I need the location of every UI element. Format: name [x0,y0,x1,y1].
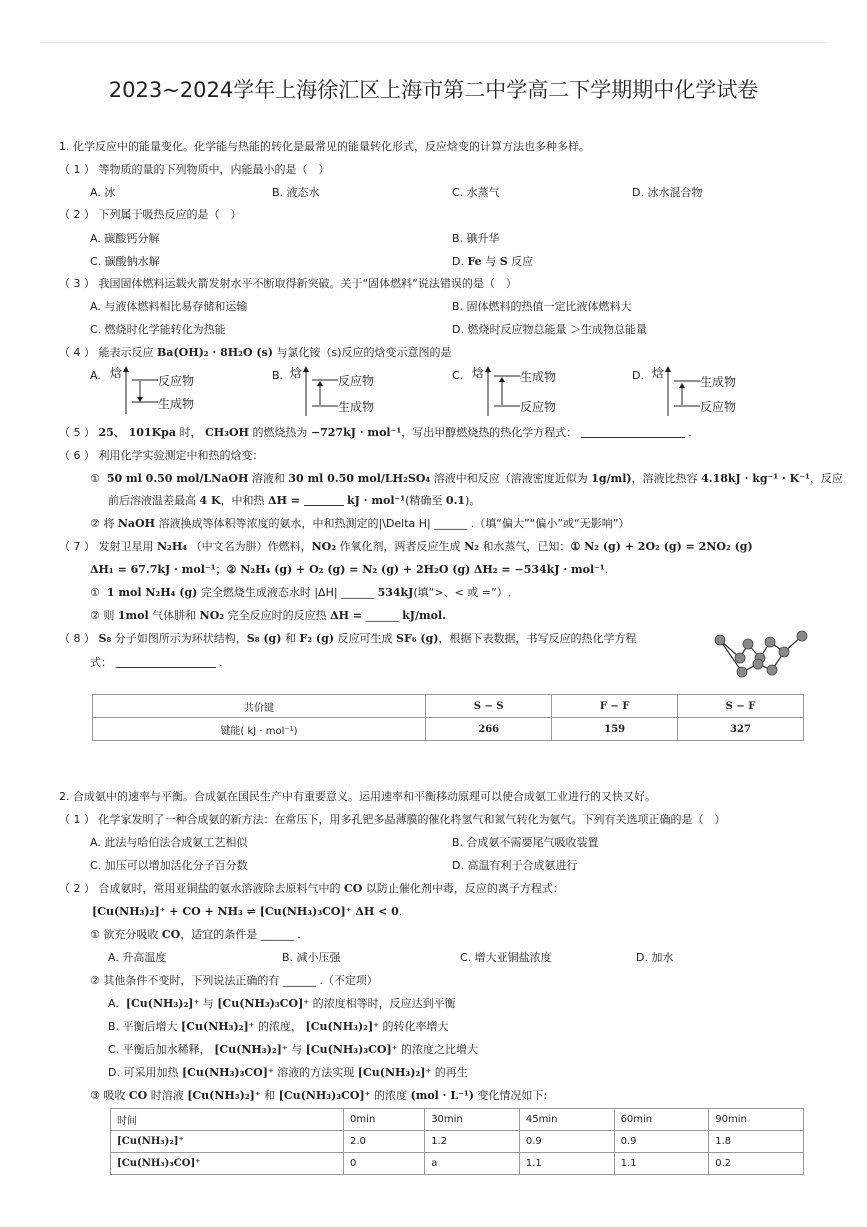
reactant-label: 反应物 [520,400,557,414]
table-cell: 1.1 [519,1153,614,1175]
q1-s8: （ 8 ） S₈ 分子如图所示为环状结构，S₈ (g) 和 F₂ (g) 反应可生成 SF₆ (g)，根据下表数据，书写反应的热化学方程 [59,632,637,645]
q2-s2-q3: ③ 吸收 CO 时溶液 [Cu(NH₃)₂]⁺ 和 [Cu(NH₃)₃CO]⁺ 的浓度 (mol · L⁻¹) 变化情况如下: [90,1089,548,1102]
table-row-label: [Cu(NH₃)₂]⁺ [111,1131,344,1153]
q2-s2: （ 2 ） 合成氨时，常用亚铜盐的氨水溶液除去原料气中的 CO 以防止催化剂中毒，反应的离子方程式： [59,882,564,895]
table-cell: 0.2 [709,1153,804,1175]
q2-intro: 2. 合成氨中的速率与平衡。合成氨在国民生产中有重要意义。运用速率和平衡移动原理可以使合成氨工业进行的又快又好。 [59,790,656,803]
table-header: 45min [519,1109,614,1131]
table-cell: 159 [552,718,678,741]
axis-label: 焓 [472,366,485,380]
q1-s6-line3: ② 将 NaOH 溶液换成等体积等浓度的氨水，中和热测定的|\Delta H| ______ .（填“偏大”“偏小”或“无影响”） [90,517,630,530]
option: A. 冰 [90,186,116,199]
table-cell: 1.8 [709,1131,804,1153]
q1-s1: （ 1 ） 等物质的量的下列物质中，内能最小的是（ ） [59,163,330,176]
q2-s2-q1: ① 欲充分吸收 CO，适宜的条件是 ______ . [90,928,301,941]
option: D. 可采用加热 [Cu(NH₃)₃CO]⁺ 溶液的方法实现 [Cu(NH₃)₂]⁺ 的再生 [108,1066,468,1079]
enthalpy-diagram-d [650,364,770,416]
q1-s7: （ 7 ） 发射卫星用 N₂H₄ （中文名为肼）作燃料，NO₂ 作氧化剂，两者反应生成 N₂ 和水蒸气，已知：① N₂ (g) + 2O₂ (g) = 2NO₂ (g) [59,540,753,553]
product-label: 生成物 [520,370,557,384]
table-cell: 1.2 [425,1131,520,1153]
option: C. 平衡后加水稀释， [Cu(NH₃)₂]⁺ 与 [Cu(NH₃)₃CO]⁺ 的浓度之比增大 [108,1043,478,1056]
option: A. [Cu(NH₃)₂]⁺ 与 [Cu(NH₃)₃CO]⁺ 的浓度相等时，反应达到平衡 [108,997,456,1010]
q2-s2-q2: ② 其他条件不变时，下列说法正确的有 ______ .（不定项） [90,974,378,987]
table-cell: 1.1 [614,1153,709,1175]
reactant-label: 反应物 [700,400,737,414]
concentration-table [110,1108,804,1175]
q1-s5: （ 5 ） 25、 101Kpa 时， CH₃OH 的燃烧热为 −727kJ · mol⁻¹，写出甲醇燃烧热的热化学方程式： . [59,426,692,439]
axis-label: 焓 [110,366,123,380]
q1-s6: （ 6 ） 利用化学实验测定中和热的焓变： [59,449,264,462]
option: A. 升高温度 [108,951,167,964]
reactant-label: 反应物 [338,374,375,388]
option: D. 冰水混合物 [632,186,703,199]
table-cell: 0 [344,1153,425,1175]
s8-molecule-diagram [710,628,810,684]
q1-s3: （ 3 ） 我国固体燃料运载火箭发射水平不断取得新突破。关于“固体燃料”说法错误的是（ ） [59,277,517,290]
option-label: A. [90,369,101,382]
table-row-label: [Cu(NH₃)₃CO]⁺ [111,1153,344,1175]
page-title: 2023~2024学年上海徐汇区上海市第二中学高二下学期期中化学试卷 [108,78,759,102]
q1-s2: （ 2 ） 下列属于吸热反应的是（ ） [59,208,242,221]
top-divider [40,42,827,43]
q1-s6-line2: 前后溶液温差最高 4 K，中和热 ΔH = kJ · mol⁻¹(精确至 0.1)。 [108,494,481,507]
table-header: 60min [614,1109,709,1131]
option: C. 水蒸气 [452,186,500,199]
bond-energy-table [92,694,804,741]
table-cell: 327 [677,718,803,741]
table-cell: a [425,1153,520,1175]
option-label: D. [632,369,644,382]
table-row [111,1131,804,1153]
table-header: 30min [425,1109,520,1131]
option-label: B. [272,369,284,382]
table-header: F − F [552,695,678,718]
table-header: 共价键 [93,695,426,718]
option: D. 高温有利于合成氨进行 [452,859,578,872]
table-header: S − S [426,695,552,718]
reactant-label: 反应物 [158,374,195,388]
q1-intro: 1. 化学反应中的能量变化。化学能与热能的转化是最常见的能量转化形式，反应焓变的计算方法也多种多样。 [59,140,590,153]
table-row-label: 键能( kJ · mol⁻¹) [93,718,426,741]
option: A. 碳酸钙分解 [90,232,160,245]
table-cell: 2.0 [344,1131,425,1153]
enthalpy-diagram-a [108,364,228,416]
axis-label: 焓 [652,366,665,380]
q1-s6-line1: ① 50 ml 0.50 mol/LNaOH 溶液和 30 ml 0.50 mol/LH₂SO₄ 溶液中和反应（溶液密度近似为 1g/ml)，溶液比热容 4.18kJ · kg⁻¹ · K⁻¹，反应 [90,472,843,485]
table-cell: 266 [426,718,552,741]
option-d: D. Fe 与 S 反应 [452,255,534,268]
q1-s8-line2: 式： . [90,656,223,669]
option: B. 合成氨不需要尾气吸收装置 [452,836,599,849]
option-label: C. [452,369,464,382]
option: A. 此法与哈伯法合成氨工艺相似 [90,836,248,849]
option: C. 燃烧时化学能转化为热能 [90,323,226,336]
q1-s7-q2: ② 则 1mol 气体肼和 NO₂ 完全反应时的反应热 ΔH = ______ kJ/mol. [90,609,446,622]
option: B. 平衡后增大 [Cu(NH₃)₂]⁺ 的浓度， [Cu(NH₃)₂]⁺ 的转化率增大 [108,1020,449,1033]
option: A. 与液体燃料相比易存储和运输 [90,300,248,313]
product-label: 生成物 [158,397,195,411]
option: C. 碳酸钠水解 [90,255,160,268]
option: B. 减小压强 [282,951,341,964]
q2-s1: （ 1 ） 化学家发明了一种合成氨的新方法：在常压下，用多孔钯多晶薄膜的催化将氢气和氮气转化为氨气。下列有关选项正确的是（ ） [59,813,726,826]
enthalpy-diagram-b [288,364,408,416]
q2-equation: [Cu(NH₃)₂]⁺ + CO + NH₃ ⇌ [Cu(NH₃)₃CO]⁺ ΔH < 0. [92,905,403,918]
table-header: 90min [709,1109,804,1131]
table-header: 时间 [111,1109,344,1131]
option: B. 固体燃料的热值一定比液体燃料大 [452,300,632,313]
table-header: 0min [344,1109,425,1131]
product-label: 生成物 [338,400,375,414]
product-label: 生成物 [700,375,737,389]
table-row [111,1153,804,1175]
table-cell: 0.9 [519,1131,614,1153]
option: B. 液态水 [272,186,320,199]
option: C. 加压可以增加活化分子百分数 [90,859,248,872]
table-cell: 0.9 [614,1131,709,1153]
option: D. 燃烧时反应物总能量 ＞生成物总能量 [452,323,647,336]
q1-s7-line2: ΔH₁ = 67.7kJ · mol⁻¹；② N₂H₄ (g) + O₂ (g) = N₂ (g) + 2H₂O (g) ΔH₂ = −534kJ · mol⁻¹. [90,563,609,576]
enthalpy-diagram-c [470,364,590,416]
axis-label: 焓 [290,366,303,380]
option: C. 增大亚铜盐浓度 [460,951,552,964]
option: D. 加水 [636,951,674,964]
table-header: S − F [677,695,803,718]
q1-s4: （ 4 ） 能表示反应 Ba(OH)₂ · 8H₂O (s) 与氯化铵（s)反应的焓变示意图的是 [59,346,452,359]
q1-s7-q1: ① 1 mol N₂H₄ (g) 完全燃烧生成液态水时 |ΔH| ______ 534kJ(填“>、< 或 =”）. [90,586,512,599]
option: B. 碘升华 [452,232,500,245]
